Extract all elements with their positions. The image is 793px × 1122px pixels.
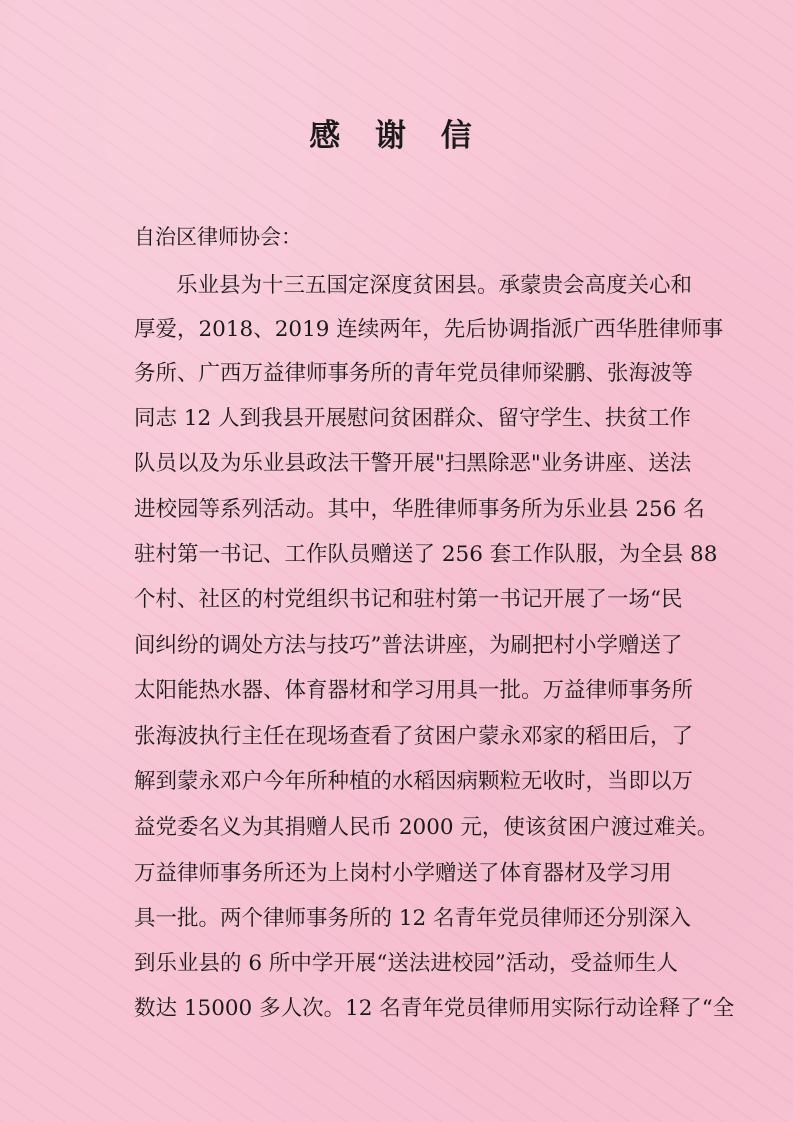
body-line-7: 驻村第一书记、工作队员赠送了 256 套工作队服，为全县 88 [134,542,718,567]
body-line-17: 数达 15000 多人次。12 名青年党员律师用实际行动诠释了“全 [134,996,735,1021]
body-line-10: 太阳能热水器、体育器材和学习用具一批。万益律师事务所 [134,678,694,703]
body-line-5: 队员以及为乐业县政法干警开展"扫黑除恶"业务讲座、送法 [134,451,692,476]
body-line-11: 张海波执行主任在现场查看了贫困户蒙永邓家的稻田后，了 [134,724,694,749]
body-line-12: 解到蒙永邓户今年所种植的水稻因病颗粒无收时，当即以万 [134,769,694,794]
body-line-13: 益党委名义为其捐赠人民币 2000 元，使该贫困户渡过难关。 [134,815,719,840]
body-line-4: 同志 12 人到我县开展慰问贫困群众、留守学生、扶贫工作 [134,406,692,431]
body-line-2: 厚爱，2018、2019 连续两年，先后协调指派广西华胜律师事 [134,317,724,342]
body-line-3: 务所、广西万益律师事务所的青年党员律师梁鹏、张海波等 [134,361,694,386]
body-line-14: 万益律师事务所还为上岗村小学赠送了体育器材及学习用 [134,861,672,886]
body-line-6: 进校园等系列活动。其中，华胜律师事务所为乐业县 256 名 [134,497,705,522]
body-line-8: 个村、社区的村党组织书记和驻村第一书记开展了一场“民 [134,587,683,612]
body-line-15: 具一批。两个律师事务所的 12 名青年党员律师还分别深入 [134,906,692,931]
body-line-16: 到乐业县的 6 所中学开展“送法进校园”活动，受益师生人 [134,951,678,976]
letter-title: 感 谢 信 [309,118,484,154]
body-line-9: 间纠纷的调处方法与技巧”普法讲座，为刷把村小学赠送了 [134,633,683,658]
letter-salutation: 自治区律师协会： [134,225,302,249]
body-line-1: 乐业县为十三五国定深度贫困县。承蒙贵会高度关心和 [176,273,693,298]
